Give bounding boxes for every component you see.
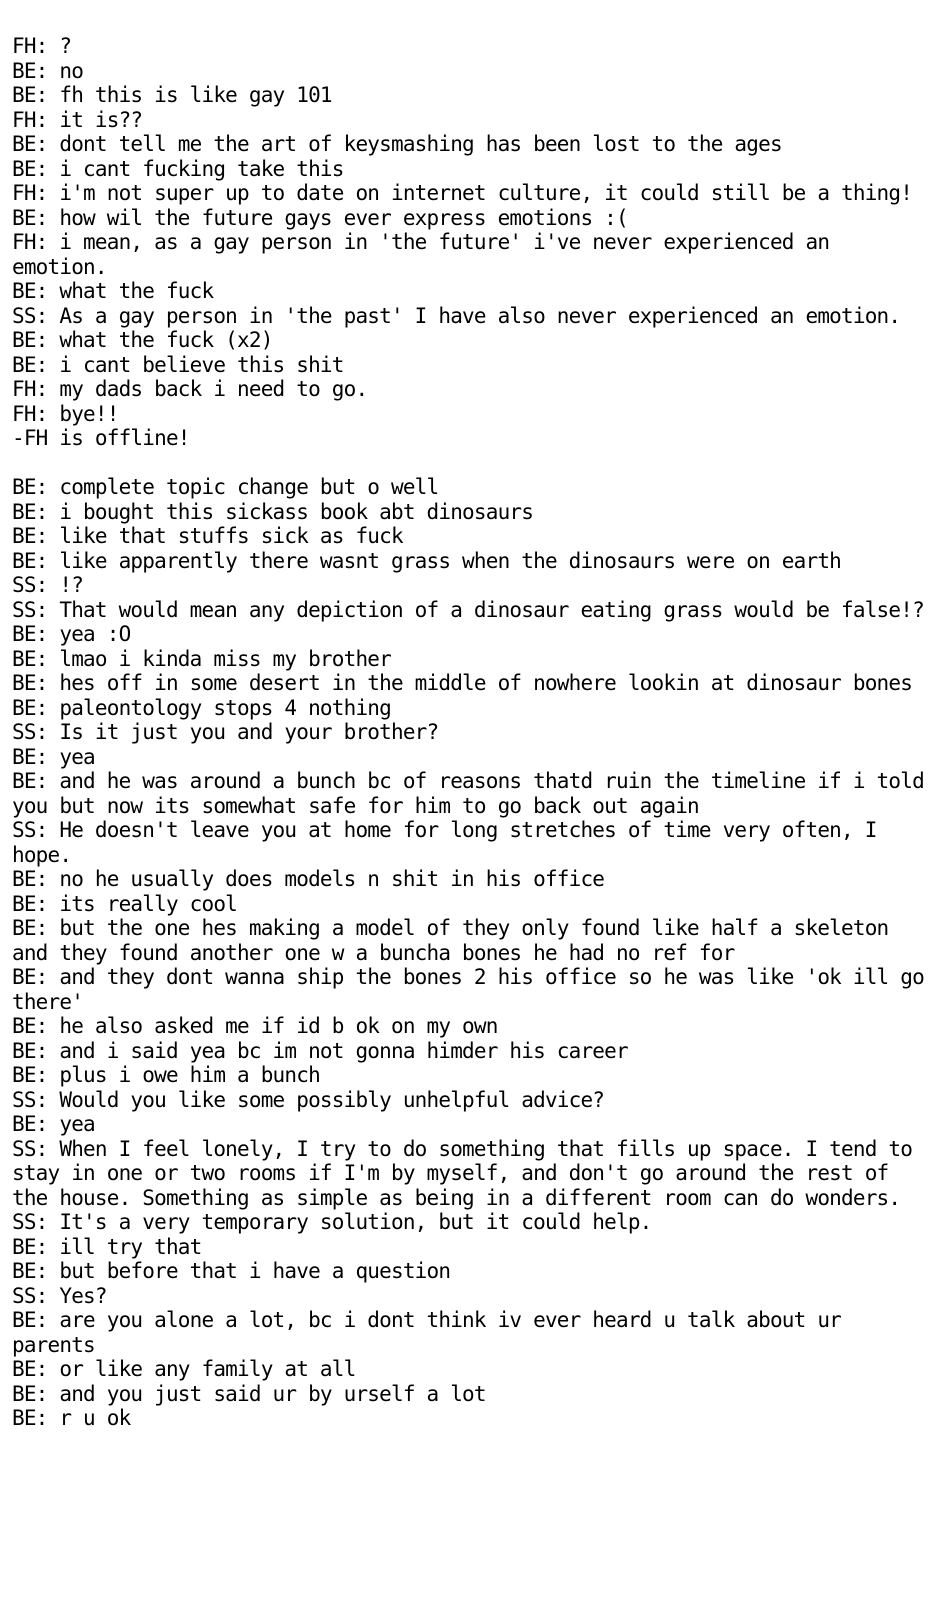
chat-message: BE: and you just said ur by urself a lot — [12, 1381, 486, 1406]
chat-message: SS: Yes? — [12, 1283, 107, 1308]
chat-message: BE: how wil the future gays ever express emotions :( — [12, 205, 628, 230]
chat-message: SS: It's a very temporary solution, but it could help. — [12, 1210, 652, 1234]
chat-message: SS: He doesn't leave you at home for long stretches of time very often, I hope. — [12, 818, 889, 867]
chat-message: BE: fh this is like gay 101 — [12, 83, 332, 107]
chat-message: FH: ? — [12, 34, 72, 58]
chat-message: FH: my dads back i need to go. — [12, 377, 368, 401]
chat-message: BE: and i said yea bc im not gonna himder his career — [12, 1038, 628, 1063]
chat-message: BE: r u ok — [12, 1406, 131, 1430]
chat-message: BE: no he usually does models n shit in his office — [12, 867, 605, 891]
chat-message: BE: plus i owe him a bunch — [12, 1063, 320, 1087]
chat-message: FH: bye!! — [12, 401, 119, 426]
chat-message: BE: paleontology stops 4 nothing — [12, 695, 391, 720]
chat-message: BE: but the one hes making a model of they only found like half a skeleton and they found another one w a buncha bones he had no ref for — [12, 916, 901, 965]
chat-message: BE: he also asked me if id b ok on my own — [12, 1014, 498, 1038]
chat-message: BE: no — [12, 58, 84, 83]
chat-message: FH: i'm not super up to date on internet culture, it could still be a thing! — [12, 181, 913, 205]
chat-message: BE: but before that i have a question — [12, 1259, 451, 1283]
chat-message: BE: yea :O — [12, 622, 131, 646]
chat-message: SS: That would mean any depiction of a dinosaur eating grass would be false!? — [12, 597, 924, 622]
chat-message: FH: i mean, as a gay person in 'the future' i've never experienced an emotion. — [12, 230, 842, 279]
chat-message: BE: like apparently there wasnt grass when the dinosaurs were on earth — [12, 548, 842, 573]
chat-message: BE: are you alone a lot, bc i dont think iv ever heard u talk about ur parents — [12, 1308, 853, 1357]
chat-message: SS: Is it just you and your brother? — [12, 720, 439, 744]
chat-message: BE: i cant believe this shit — [12, 352, 344, 377]
chat-message: SS: When I feel lonely, I try to do something that fills up space. I tend to stay in one or two rooms if I'm by myself, and don't go around the rest of the house. Something as simple as being in a different room can do wonders. — [12, 1136, 924, 1210]
chat-message: BE: i bought this sickass book abt dinosaurs — [12, 499, 534, 524]
chat-message: BE: or like any family at all — [12, 1357, 356, 1381]
chat-message: BE: ill try that — [12, 1234, 202, 1259]
chat-message: BE: yea — [12, 1112, 95, 1136]
chat-message: BE: what the fuck (x2) — [12, 328, 273, 352]
chat-message: BE: dont tell me the art of keysmashing has been lost to the ages — [12, 132, 782, 156]
system-message: -FH is offline! — [12, 426, 190, 450]
chat-message: BE: hes off in some desert in the middle of nowhere lookin at dinosaur bones — [12, 671, 913, 695]
chat-message: BE: lmao i kinda miss my brother — [12, 646, 391, 671]
chat-message: BE: complete topic change but o well — [12, 475, 439, 499]
chat-message: BE: and he was around a bunch bc of reasons thatd ruin the timeline if i told you but now its somewhat safe for him to go back out again — [12, 769, 936, 818]
chat-message: SS: As a gay person in 'the past' I have also never experienced an emotion. — [12, 303, 901, 328]
chat-message: BE: its really cool — [12, 891, 238, 916]
blank-line — [12, 451, 932, 476]
chat-message: BE: yea — [12, 744, 95, 769]
chat-message: BE: like that stuffs sick as fuck — [12, 524, 403, 548]
chat-message: SS: Would you like some possibly unhelpful advice? — [12, 1087, 605, 1112]
chat-message: BE: what the fuck — [12, 279, 214, 303]
chat-message: BE: and they dont wanna ship the bones 2 his office so he was like 'ok ill go there' — [12, 965, 936, 1014]
chat-log — [12, 34, 936, 1431]
chat-message: SS: !? — [12, 573, 84, 597]
chat-message: BE: i cant fucking take this — [12, 156, 344, 181]
chat-message: FH: it is?? — [12, 107, 143, 132]
